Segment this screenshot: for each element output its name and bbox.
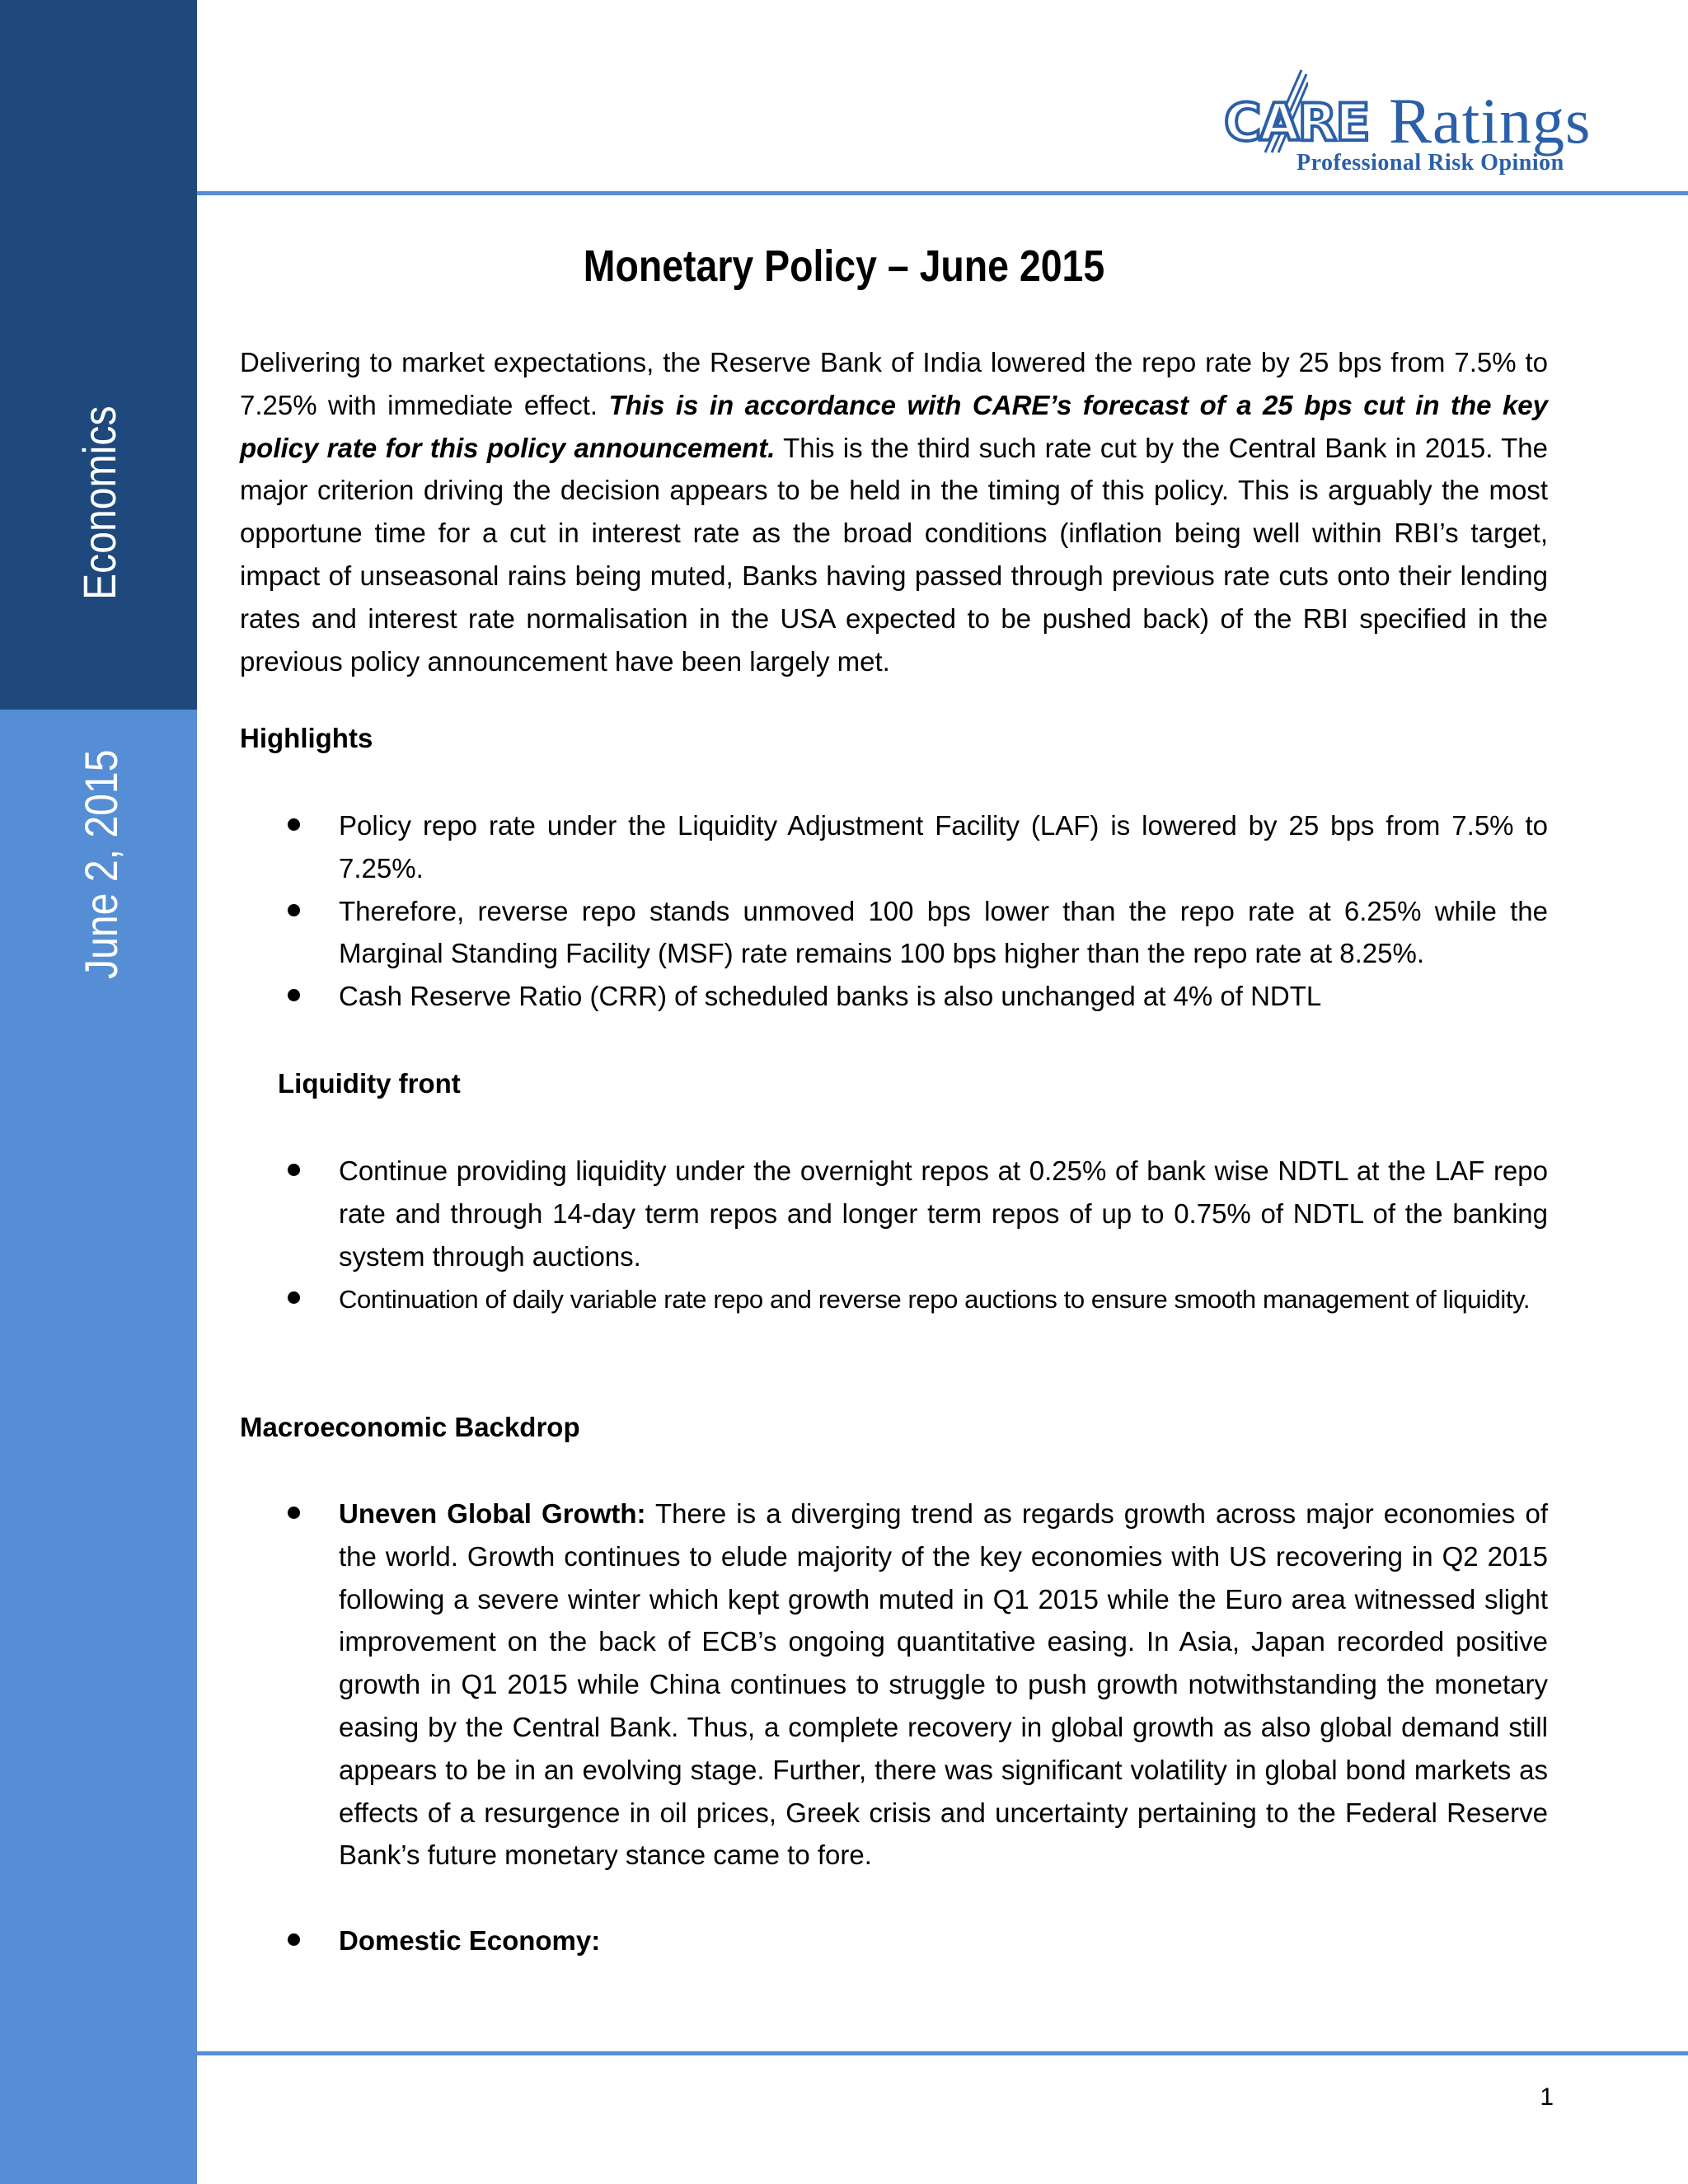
bullet-icon — [288, 989, 300, 1001]
liquidity-list — [240, 1150, 1548, 1321]
highlights-list — [240, 804, 1548, 1018]
list-item-text: Cash Reserve Ratio (CRR) of scheduled banks is also unchanged at 4% of NDTL — [339, 981, 1322, 1012]
bullet-icon — [288, 904, 300, 916]
list-item-label: Domestic Economy: — [339, 1925, 601, 1957]
highlights-section — [240, 717, 1548, 760]
list-item — [240, 1277, 1548, 1321]
list-item-text: Continue providing liquidity under the overnight repos at 0.25% of bank wise NDTL at the LAF repo rate and through 14-day term repos and longer term repos of up to 0.75% of NDTL of the banking system through auctions. — [339, 1155, 1548, 1272]
care-ratings-logo — [1224, 66, 1636, 181]
header-rule — [197, 191, 1688, 195]
liquidity-heading: Liquidity front — [278, 1068, 461, 1099]
bullet-icon — [288, 1507, 300, 1519]
logo-brand-word: Ratings — [1389, 85, 1592, 157]
liquidity-section — [278, 1062, 1548, 1105]
macro-heading: Macroeconomic Backdrop — [240, 1412, 580, 1442]
list-item-text: Continuation of daily variable rate repo and reverse repo auctions to ensure smooth management of liquidity. — [339, 1285, 1531, 1315]
bullet-icon — [288, 818, 300, 831]
highlights-heading: Highlights — [240, 723, 373, 753]
sidebar-date-label: June 2, 2015 — [75, 749, 127, 979]
list-item — [240, 804, 1548, 890]
macro-list-container — [240, 1493, 1548, 1962]
list-item — [240, 975, 1548, 1018]
intro-section — [240, 341, 1548, 682]
intro-emphasis: This is in accordance with CARE’s forecast of a 25 bps cut in the key policy rate for this policy announcement. — [240, 389, 1549, 463]
intro-text-2: This is the third such rate cut by the Central Bank in 2015. The major criterion driving the decision appears to be held in the timing of this policy. This is arguably the most opportune time for a cut in interest rate as the broad conditions (inflation being well within RBI’s target, impact of unseasonal rains being muted, Banks having passed through previous rate cuts onto their lending rates and interest rate normalisation in the USA expected to be pushed back) of the RBI specified in the previous policy announcement have been largely met. — [240, 432, 1548, 677]
sidebar-section-label: Economics — [73, 405, 125, 600]
macro-section — [240, 1406, 1548, 1449]
intro-text-1: Delivering to market expectations, the Reserve Bank of India lowered the repo rate by 25 bps from 7.5% to 7.25% with immediate effect. — [240, 347, 1548, 420]
page-number: 1 — [1540, 2083, 1554, 2111]
highlights-list-container — [240, 804, 1548, 1018]
list-item — [240, 890, 1548, 976]
list-item — [240, 1150, 1548, 1277]
list-item-label: Uneven Global Growth: — [339, 1498, 646, 1529]
bullet-icon — [288, 1291, 300, 1304]
footer-rule — [197, 2051, 1688, 2055]
bullet-icon — [288, 1164, 300, 1176]
logo-tagline: Professional Risk Opinion — [1296, 150, 1564, 176]
list-item-text: Policy repo rate under the Liquidity Adjustment Facility (LAF) is lowered by 25 bps from 7.5% to 7.25%. — [339, 810, 1548, 883]
intro-paragraph — [240, 341, 1548, 682]
liquidity-list-container — [240, 1150, 1548, 1321]
list-item — [240, 1493, 1548, 1877]
list-item — [240, 1919, 1548, 1962]
sidebar-section-band — [0, 0, 197, 710]
bullet-icon — [288, 1933, 300, 1946]
list-item-text: There is a diverging trend as regards growth across major economies of the world. Growth continues to elude majority of the key economies with US recovering in Q2 2015 following a severe winter which kept growth muted in Q1 2015 while the Euro area witnessed slight improvement on the back of ECB’s ongoing quantitative easing. In Asia, Japan recorded positive growth in Q1 2015 while China continues to struggle to push growth notwithstanding the monetary easing by the Central Bank. Thus, a complete recovery in global growth as also global demand still appears to be in an evolving stage. Further, there was significant volatility in global bond markets as effects of a resurgence in oil prices, Greek crisis and uncertainty pertaining to the Federal Reserve Bank’s future monetary stance came to fore. — [339, 1498, 1548, 1871]
logo-brand-letters: CARE — [1224, 92, 1369, 152]
macro-list — [240, 1493, 1548, 1962]
list-item-text: Therefore, reverse repo stands unmoved 100 bps lower than the repo rate at 6.25% while the Marginal Standing Facility (MSF) rate remains 100 bps higher than the repo rate at 8.25%. — [339, 895, 1548, 969]
page-title: Monetary Policy – June 2015 — [583, 241, 1105, 291]
